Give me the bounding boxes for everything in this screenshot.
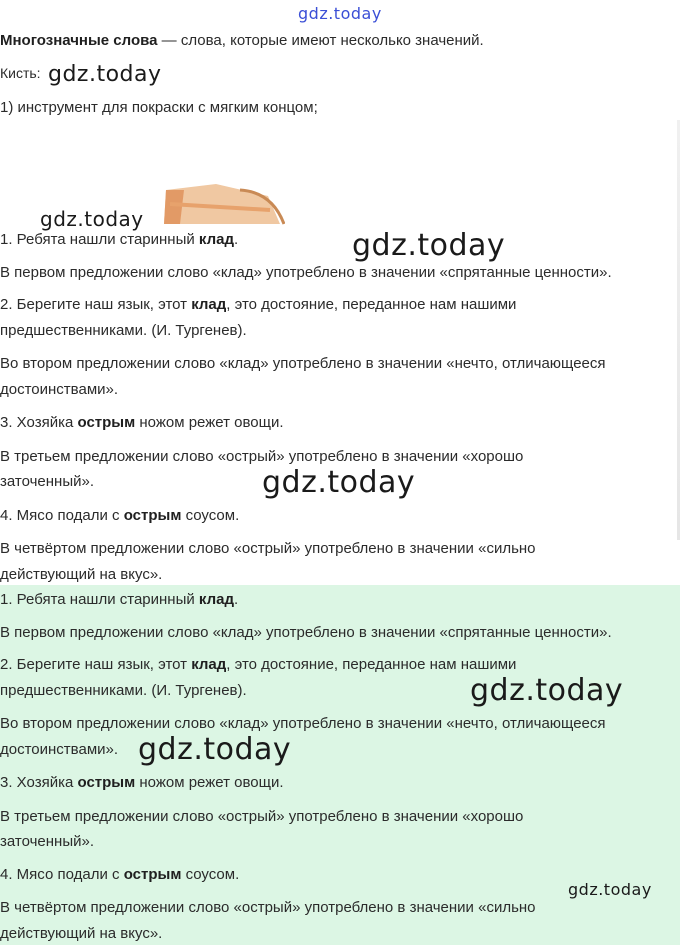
definition-text: — слова, которые имеют несколько значений.	[157, 32, 484, 49]
explanation-3b: заточенный».	[0, 473, 94, 490]
sentence-3: 3. Хозяйка острым ножом режет овощи.	[0, 414, 284, 431]
watermark: gdz.today	[262, 465, 416, 500]
sentence-4: 4. Мясо подали с острым соусом.	[0, 507, 240, 524]
sentence-4-highlight: 4. Мясо подали с острым соусом.	[0, 866, 240, 883]
brush-image	[160, 180, 285, 225]
explanation-4b: действующий на вкус».	[0, 566, 163, 583]
explanation-2b: достоинствами».	[0, 381, 119, 398]
watermark: gdz.today	[48, 62, 162, 87]
watermark: gdz.today	[352, 228, 506, 263]
watermark: gdz.today	[138, 732, 292, 767]
example-word: Кисть:	[0, 65, 41, 81]
explanation-1: В первом предложении слово «клад» употреблено в значении «спрятанные ценности».	[0, 264, 612, 281]
sentence-1-highlight: 1. Ребята нашли старинный клад.	[0, 591, 239, 608]
watermark: gdz.today	[568, 880, 652, 899]
watermark: gdz.today	[470, 673, 624, 708]
sentence-2-continuation: предшественниками. (И. Тургенев).	[0, 322, 247, 339]
explanation-3a-highlight: В третьем предложении слово «острый» употреблено в значении «хорошо	[0, 808, 524, 825]
explanation-4a: В четвёртом предложении слово «острый» употреблено в значении «сильно	[0, 540, 536, 557]
explanation-4b-highlight: действующий на вкус».	[0, 925, 163, 942]
explanation-3b-highlight: заточенный».	[0, 833, 94, 850]
explanation-2a: Во втором предложении слово «клад» употреблено в значении «нечто, отличающееся	[0, 355, 606, 372]
explanation-2b-highlight: достоинствами».	[0, 741, 119, 758]
explanation-3a: В третьем предложении слово «острый» употреблено в значении «хорошо	[0, 448, 524, 465]
watermark: gdz.today	[40, 207, 144, 231]
definition-line	[0, 31, 484, 51]
sentence-1: 1. Ребята нашли старинный клад.	[0, 231, 239, 248]
definition-term: Многозначные слова	[0, 32, 158, 49]
sentence-3-highlight: 3. Хозяйка острым ножом режет овощи.	[0, 774, 284, 791]
example-meaning: 1) инструмент для покраски с мягким концом;	[0, 99, 318, 116]
sentence-2: 2. Берегите наш язык, этот клад, это достояние, переданное нам нашими	[0, 296, 517, 313]
watermark-top: gdz.today	[298, 4, 382, 23]
sentence-2-highlight: 2. Берегите наш язык, этот клад, это достояние, переданное нам нашими	[0, 656, 517, 673]
sentence-2-continuation-highlight: предшественниками. (И. Тургенев).	[0, 682, 247, 699]
explanation-4a-highlight: В четвёртом предложении слово «острый» употреблено в значении «сильно	[0, 899, 536, 916]
explanation-1-highlight: В первом предложении слово «клад» употреблено в значении «спрятанные ценности».	[0, 624, 612, 641]
explanation-2a-highlight: Во втором предложении слово «клад» употреблено в значении «нечто, отличающееся	[0, 715, 606, 732]
